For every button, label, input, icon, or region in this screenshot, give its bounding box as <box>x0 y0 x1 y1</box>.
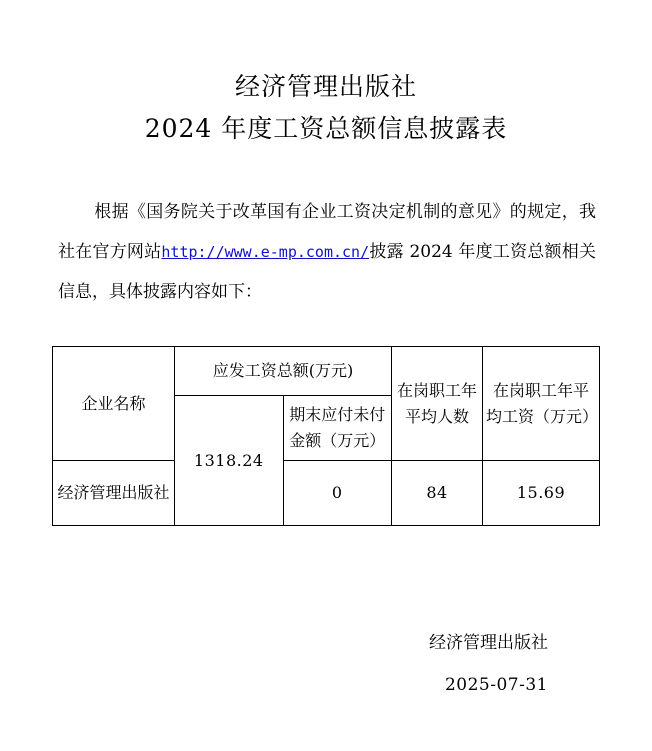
header-company-name: 企业名称 <box>53 347 175 461</box>
cell-avg-salary: 15.69 <box>483 461 600 526</box>
title-line-2: 2024 年度工资总额信息披露表 <box>144 114 508 143</box>
document-title <box>46 0 606 150</box>
disclosure-table-wrapper <box>46 346 606 526</box>
cell-gross-salary-total: 1318.24 <box>175 396 284 526</box>
header-headcount: 在岗职工年平均人数 <box>392 347 483 461</box>
signature: 经济管理出版社 <box>429 633 548 653</box>
title-line-1: 经济管理出版社 <box>234 72 417 101</box>
signature-date: 2025-07-31 <box>444 675 548 695</box>
intro-paragraph <box>46 192 606 312</box>
paragraph-text-part-2: 披露 2024 年度工资总额相关信息，具体披露内容如下： <box>58 242 596 302</box>
document-footer <box>46 622 606 706</box>
official-website-link[interactable]: http://www.e-mp.com.cn/ <box>161 243 370 261</box>
paragraph-text-part-1: 根据《国务院关于改革国有企业工资决定机制的意见》的规定，我社在官方网站 <box>58 202 596 262</box>
header-avg-salary: 在岗职工年平均工资（万元） <box>483 347 600 461</box>
header-gross-salary-group: 应发工资总额(万元) <box>175 347 392 396</box>
header-unpaid-balance: 期末应付未付金额（万元） <box>283 396 392 461</box>
disclosure-table <box>52 346 600 526</box>
cell-unpaid-balance: 0 <box>283 461 392 526</box>
table-header-row-1 <box>53 347 600 396</box>
cell-company-name: 经济管理出版社 <box>53 461 175 526</box>
table-row <box>53 461 600 526</box>
cell-headcount: 84 <box>392 461 483 526</box>
